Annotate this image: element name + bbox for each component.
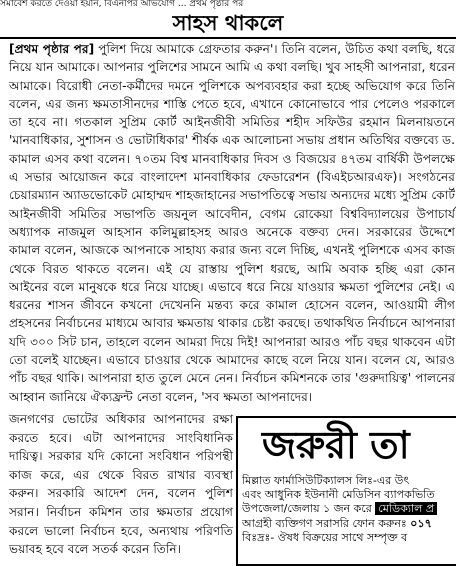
headline-rule: [0, 37, 456, 39]
ad-highlight-box: মেডিক্যাল প্র: [375, 502, 437, 515]
ad-line: মিল্লাত ফার্মাসিউটিক্যালস লিঃ-এর উৎ: [242, 474, 410, 487]
ad-line: এবং আধুনিক ইউনানী মেডিসিন ব্যাপকভিতি: [242, 488, 435, 502]
ad-line-segment: উপজেলা/জেলায় ১ জন করে: [242, 502, 372, 516]
ad-line: বিঃদ্রঃ- ঔষধ বিক্রয়ের সাথে সম্পৃক্ত ব: [242, 530, 408, 544]
article-body-main: [9, 40, 455, 406]
article-body-tail: জনগণের ভোটের অধিকার আপনাদের রক্ষা করতে হবে। এটা আপনাদের সাংবিধানিক দায়িত্ব। সরকার যদি কোনো সংবিধান পরিপন্থী কাজ করে, এর থেকে বিরত রাখার ব্যবস্থা করুন। সরকারি আদেশ দেন, বলেন পুলিশ সরান। নির্বাচন কমিশন তার ক্ষমতার প্রয়োগ করলে ভালো নির্বাচন হবে, অন্যথায় পরিণতি ভয়াবহ হবে বলে সতর্ক করেন তিনি।: [9, 412, 233, 557]
ad-phone-number: ০১৭: [410, 516, 432, 530]
article-paragraph-1: পুলিশ দিয়ে আমাকে গ্রেফতার করুন'। তিনি বলেন, উচিত কথা বলছি, ধরে নিয়ে যান আমাকে। আপনার পুলিশের সামনে আমি এ কথা বলছি। খুব সাহসী আপনারা, ধরেন আমাকে। বিরোধী নেতা-কর্মীদের দমনে পুলিশকে অপব্যবহার করা হচ্ছে অভিযোগ করে তিনি বলেন, এর জন্য ক্ষমতাসীনদের শাস্তি পেতে হবে, এখানে কোনোভাবে পার পেলেও পরকালে তা হবে না। গতকাল সুপ্রিম কোর্ট আইনজীবী সমিতির শহীদ সফিউর রহমান মিলনায়তনে 'মানবাধিকার, সুশাসন ও ভোটাধিকার' শীর্ষক এক আলোচনা সভায় প্রধান অতিথির বক্তব্যে ড. কামাল এসব কথা বলেন। ৭০তম বিশ্ব মানবাধিকার দিবস ও বিজয়ের ৪৭তম বার্ষিকী উপলক্ষে এ সভার আয়োজন করে বাংলাদেশ মানবাধিকার ফেডারেশন (বিএইচআরএফ)। সংগঠনের চেয়ারম্যান অ্যাডভোকেট মোহাম্মদ শাহজাহানের সভাপতিত্বে সভায় অন্যদের মধ্যে সুপ্রিম কোর্ট আইনজীবী সমিতির সভাপতি জয়নুল আবেদীন, বেগম রোকেয়া বিশ্ববিদ্যালয়ের উপাচার্য অধ্যাপক নাজমুল আহসান কলিমুল্লাহসহ আরও অনেকে বক্তব্য দেন। সরকারের উদ্দেশে কামাল বলেন, আজকে আপনাকে সাহায্য করার জন্য বলে দিচ্ছি, এখনই পুলিশকে এসব কাজ থেকে বিরত থাকতে বলেন। এই যে রাস্তায় পুলিশ ধরছে, আমি অবাক হচ্ছি এরা কোন আইনের বলে মানুষকে ধরে নিয়ে যাচ্ছে। এভাবে ধরে নিয়ে যাওয়ার ক্ষমতা পুলিশের নেই। এ ধরনের শাসন জীবনে কখনো দেখেননি মন্তব্য করে কামাল হোসেন বলেন, আওয়ামী লীগ প্রহসনের নির্বাচনের মাধ্যমে আবার ক্ষমতায় থাকার চেষ্টা করছে। তথাকথিত নির্বাচনে আপনারা যদি ৩০০ সিট চান, তাহলে বলেন আমরা দিয়ে দিই! আপনারা আরও পাঁচ বছর থাকবেন এটা তো বলেই যাচ্ছেন। এভাবে চাওয়ার থেকে আমাদের কাছে বলে নিয়ে যান। বলেন যে, আরও পাঁচ বছর থাকি। আপনারা হাত তুলে মেনে নেন। নির্বাচন কমিশনকে তার 'গুরুদায়িত্ব' পালনের আহ্বান জানিয়ে ঐক্যফ্রন্ট নেতা বলেন, 'সব ক্ষমতা আপনাদের।: [9, 42, 456, 404]
previous-article-cut-text: সমাবেশ করতে দেওয়া হয়নি, বিএনপির অভিযোগ ... প্রথম পৃষ্ঠার পর: [0, 0, 244, 9]
ad-text-block: [242, 474, 456, 545]
continued-from-label: [প্রথম পৃষ্ঠার পর]: [9, 42, 95, 56]
ad-line: [242, 502, 456, 516]
article-headline: সাহস থাকলে: [172, 11, 284, 35]
classified-advertisement: [236, 416, 456, 566]
ad-title: জরুরী তা: [262, 423, 410, 467]
ad-line: [242, 517, 456, 531]
ad-line-segment: আগ্রহী ব্যক্তিগণ সরাসরি ফোন করুনঃ: [242, 516, 407, 530]
